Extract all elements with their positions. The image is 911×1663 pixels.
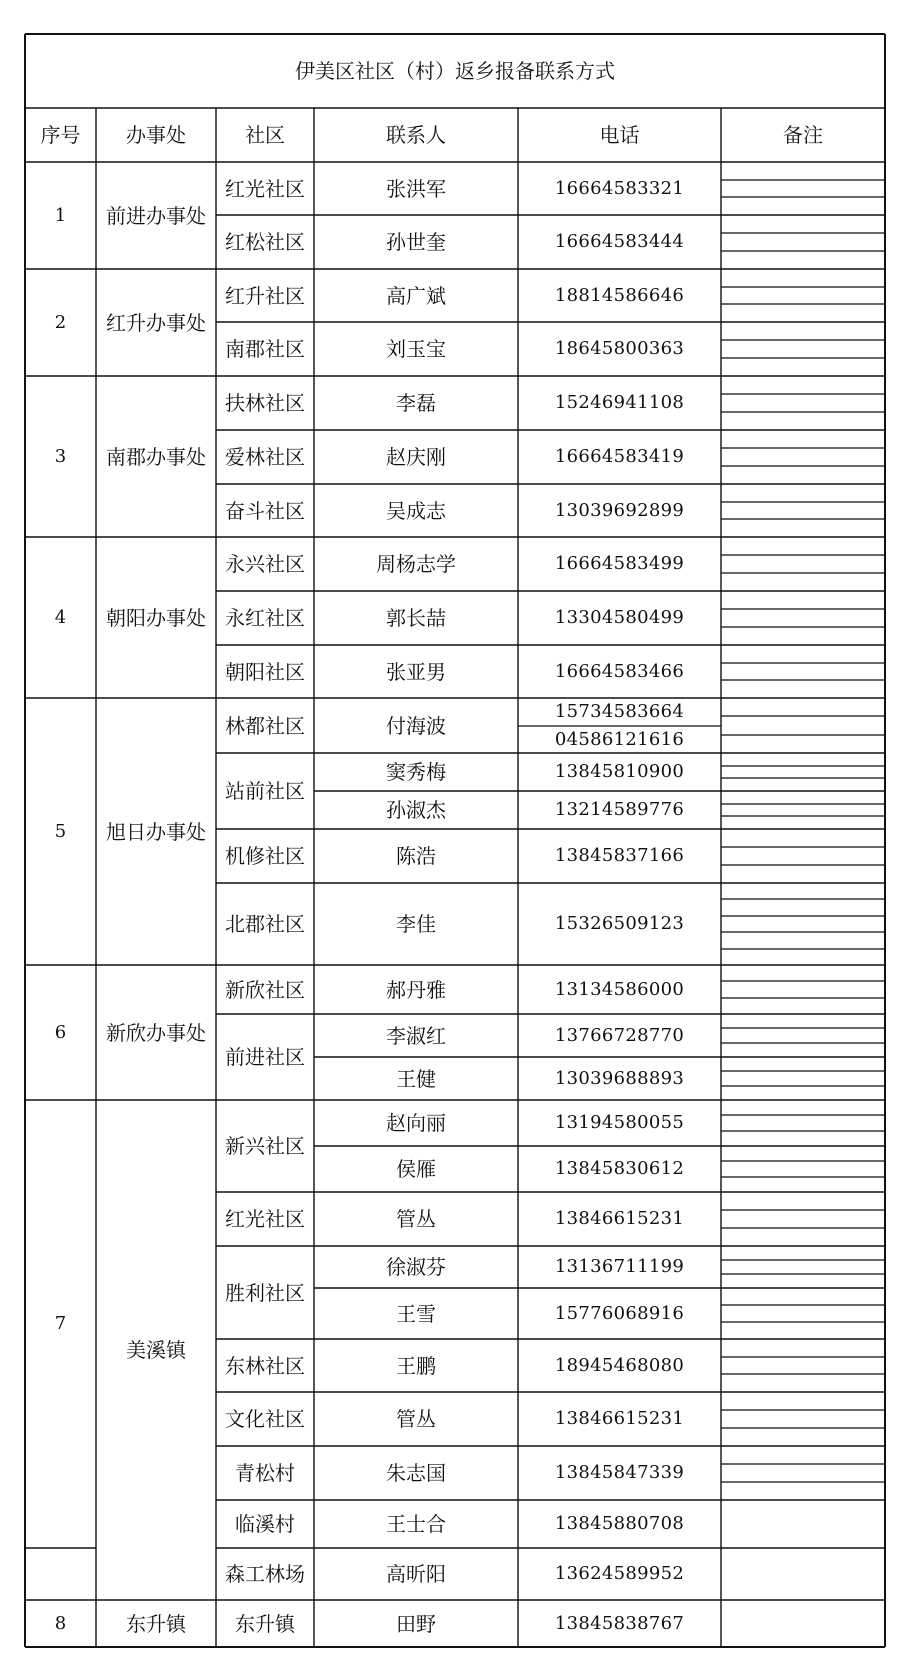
contact-cell: 王鹏 [396, 1353, 436, 1378]
contact-cell: 朱志国 [386, 1461, 446, 1485]
community-cell: 爱林社区 [225, 445, 305, 469]
community-cell: 红光社区 [225, 176, 305, 201]
contact-cell: 付海波 [386, 713, 446, 738]
phone-cell: 13766728770 [554, 1024, 685, 1046]
phone-cell: 15734583664 [554, 701, 685, 722]
header-contact: 联系人 [386, 123, 446, 147]
contact-cell: 窦秀梅 [386, 760, 446, 784]
contact-cell: 徐淑芬 [386, 1255, 446, 1279]
header-remarks: 备注 [783, 123, 823, 147]
group-3-office: 南郡办事处 [106, 444, 206, 469]
community-cell: 奋斗社区 [225, 498, 305, 523]
group-6-no: 6 [54, 1021, 67, 1043]
phone-cell: 13039692899 [554, 499, 685, 521]
community-cell: 朝阳社区 [225, 659, 305, 684]
phone-cell: 13846615231 [554, 1408, 685, 1429]
phone-cell: 15246941108 [554, 392, 685, 413]
contact-cell: 李磊 [396, 391, 436, 415]
contact-cell: 孙世奎 [386, 230, 446, 254]
community-cell: 红升社区 [225, 283, 305, 308]
community-cell: 胜利社区 [225, 1280, 305, 1305]
phone-cell: 13214589776 [554, 799, 685, 820]
community-cell: 文化社区 [225, 1407, 305, 1431]
phone-cell: 13845837166 [554, 845, 685, 866]
community-cell: 机修社区 [225, 844, 305, 868]
phone-cell: 16664583321 [554, 177, 685, 199]
community-cell: 红松社区 [225, 230, 305, 254]
community-cell: 森工林场 [225, 1562, 305, 1586]
header-office: 办事处 [126, 123, 186, 147]
group-1-no: 1 [54, 204, 67, 226]
phone-cell: 13134586000 [554, 978, 685, 1000]
header-no: 序号 [40, 123, 81, 147]
community-cell: 东林社区 [225, 1353, 305, 1378]
contact-cell: 田野 [396, 1611, 436, 1636]
contact-cell: 陈浩 [396, 844, 436, 868]
phone-cell: 04586121616 [554, 728, 685, 750]
community-cell: 新欣社区 [225, 977, 305, 1002]
phone-cell: 13845810900 [554, 761, 685, 782]
phone-cell: 13304580499 [554, 607, 685, 628]
community-cell: 扶林社区 [225, 391, 305, 415]
contact-cell: 高广斌 [386, 283, 446, 308]
community-cell: 永红社区 [225, 606, 305, 630]
phone-cell: 13624589952 [554, 1563, 685, 1584]
contact-cell: 张亚男 [386, 659, 446, 684]
group-8-office: 东升镇 [126, 1611, 186, 1636]
contact-cell: 刘玉宝 [386, 337, 446, 361]
contact-cell: 赵向丽 [386, 1111, 446, 1135]
phone-cell: 16664583444 [554, 231, 685, 252]
contact-cell: 张洪军 [386, 176, 446, 201]
header-phone: 电话 [599, 123, 640, 147]
contact-cell: 侯雁 [396, 1157, 436, 1181]
community-cell: 东升镇 [235, 1611, 295, 1636]
group-7-no: 7 [54, 1313, 67, 1334]
community-cell: 新兴社区 [225, 1134, 305, 1158]
phone-cell: 13845838767 [554, 1612, 685, 1634]
contact-cell: 王雪 [396, 1301, 436, 1326]
group-2-no: 2 [54, 311, 67, 333]
phone-cell: 18814586646 [554, 284, 685, 306]
phone-cell: 16664583466 [554, 660, 685, 682]
contact-cell: 管丛 [396, 1407, 436, 1431]
group-3-no: 3 [54, 445, 67, 467]
community-cell: 北郡社区 [225, 912, 305, 936]
contact-cell: 李佳 [396, 912, 436, 936]
phone-cell: 13845847339 [554, 1462, 685, 1483]
group-2-office: 红升办事处 [106, 310, 206, 335]
contact-cell: 郝丹雅 [386, 977, 446, 1002]
group-5-no: 5 [54, 820, 67, 842]
community-cell: 永兴社区 [225, 552, 305, 576]
contact-cell: 郭长喆 [386, 606, 446, 630]
group-5-office: 旭日办事处 [106, 819, 206, 844]
group-1-office: 前进办事处 [106, 203, 206, 228]
phone-cell: 13845880708 [554, 1513, 685, 1534]
contact-cell: 王健 [396, 1066, 436, 1091]
group-4-office: 朝阳办事处 [106, 605, 206, 630]
contact-cell: 赵庆刚 [386, 445, 446, 469]
phone-cell: 13846615231 [554, 1208, 685, 1229]
group-7-office: 美溪镇 [126, 1338, 186, 1362]
header-community: 社区 [245, 123, 285, 147]
contact-cell: 高昕阳 [386, 1562, 446, 1586]
contact-cell: 吴成志 [386, 498, 446, 523]
phone-cell: 16664583419 [554, 446, 685, 467]
phone-cell: 13136711199 [554, 1256, 685, 1277]
community-cell: 红光社区 [225, 1207, 305, 1231]
contact-cell: 孙淑杰 [386, 798, 446, 822]
phone-cell: 13194580055 [554, 1112, 685, 1133]
community-cell: 南郡社区 [225, 337, 305, 361]
phone-cell: 13039688893 [554, 1067, 685, 1089]
community-cell: 前进社区 [225, 1045, 305, 1069]
group-4-no: 4 [54, 606, 67, 628]
contact-cell: 王士合 [386, 1512, 446, 1536]
community-cell: 临溪村 [235, 1512, 295, 1536]
phone-cell: 15326509123 [554, 913, 685, 934]
phone-cell: 16664583499 [554, 553, 685, 574]
group-8-no: 8 [54, 1612, 67, 1634]
community-cell: 青松村 [235, 1461, 295, 1485]
phone-cell: 13845830612 [554, 1158, 685, 1179]
contact-cell: 周杨志学 [376, 552, 456, 576]
table-title: 伊美区社区（村）返乡报备联系方式 [295, 59, 615, 83]
group-6-office: 新欣办事处 [106, 1020, 206, 1045]
community-cell: 站前社区 [225, 779, 305, 803]
contact-cell: 管丛 [396, 1207, 436, 1231]
phone-cell: 18945468080 [554, 1354, 685, 1376]
community-cell: 林都社区 [225, 713, 305, 738]
phone-cell: 18645800363 [554, 338, 685, 359]
contact-cell: 李淑红 [386, 1023, 446, 1048]
phone-cell: 15776068916 [554, 1302, 685, 1324]
